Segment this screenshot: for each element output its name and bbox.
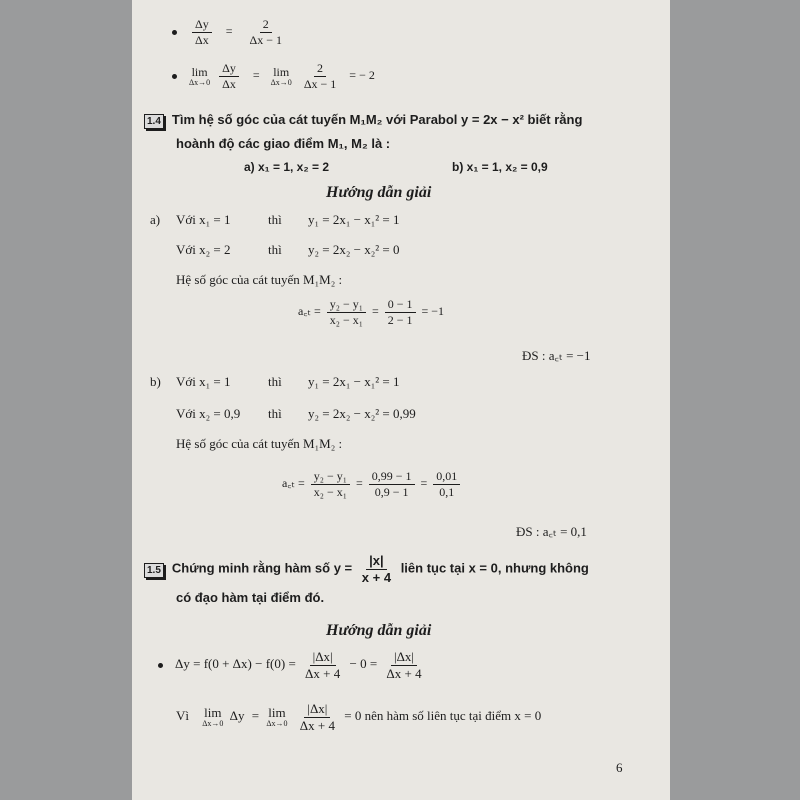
formula-delta-ratio: $\frac{\Delta y}{\Delta x}$ = $\frac{2}{\Delta x - 1}$ [172,18,288,46]
option-a: a) x₁ = 1, x₂ = 2 [244,160,330,174]
exercise-1-5-line1: 1.5 Chứng minh rằng hàm số y = $\frac{|x|}{x + 4}$ liên tục tại x = 0, nhưng không [144,554,589,584]
exercise-1-5-line2: có đạo hàm tại điểm đó. [176,590,325,605]
book-page: $\frac{\Delta y}{\Delta x}$ = $\frac{2}{\Delta x - 1}$ lim Δx→0 $\frac{\Delta y}{\Delta x}$ = lim Δx→0 $\frac{2}{\Delta x - 1}$ = − 2 1.4 Tìm hệ số góc của cát tuyến M₁M₂ với Parabol y = 2x − x² biết rằng hoành độ các giao điểm M₁, M₂ là : a) x₁ = 1, x₂ = 2 b) x₁ = 1, x₂ = 0,9 Hướng dẫn giải a) Với x₁ = 1 thì y₁ = 2x₁ − x₁² = 1 Với x₂ = 2 thì y₂ = 2x₂ − x₂² = 0 Hệ số góc của cát tuyến M₁M₂ : a꜀ₜ = $\frac{\text{y₂ − y₁}}{\text{x₂ − x₁}}$ = $\frac{0 - 1}{2 - 1}$ = −1 ĐS : a꜀ₜ = −1 b) Với x₁ = 1 thì y₁ = 2x₁ − x₁² = 1 Với x₂ = 0,9 thì y₂ = 2x₂ − x₂² = 0,99 Hệ số góc của cát tuyến M₁M₂ : a꜀ₜ = $\frac{\text{y₂ − y₁}}{\text{x₂ − x₁}}$ = $\frac{0,99 - 1}{0,9 - 1}$ = $\frac{0,01}{0,1}$ ĐS : a꜀ₜ = 0,1 1.5 Chứng minh rằng hàm số y = $\frac{|x|}{x + 4}$ liên tục tại x = 0, nhưng không có đạo hàm tại điểm đó. Hướng dẫn giải Δy = f(0 + Δx) − f(0) = $\frac{|\Delta x|}{\Delta x + 4}$ − 0 = $\frac{|\Delta x|}{\Delta x + 4}$ Vì lim Δx→0 Δy = lim Δx→0 $\frac{|\Delta x|}{\Delta x + 4}$ = 0 nên hàm số liên tục tại điểm x = 0 6 [132,0,670,800]
exercise-badge: 1.5 [144,563,164,578]
bullet [158,663,163,668]
bullet [172,74,177,79]
slope-formula-b: a꜀ₜ = $\frac{\text{y₂ − y₁}}{\text{x₂ − x₁}}$ = $\frac{0,99 - 1}{0,9 - 1}$ = $\frac{0,01}{0,1}$ [282,470,463,498]
delta-y-formula: Δy = f(0 + Δx) − f(0) = $\frac{|\Delta x|}{\Delta x + 4}$ − 0 = $\frac{|\Delta x|}{\Delta x + 4}$ [158,650,428,680]
slope-title-a: Hệ số góc của cát tuyến M₁M₂ : [176,272,343,287]
formula-limit: lim Δx→0 $\frac{\Delta y}{\Delta x}$ = lim Δx→0 $\frac{2}{\Delta x - 1}$ = − 2 [172,62,375,90]
slope-formula-a: a꜀ₜ = $\frac{\text{y₂ − y₁}}{\text{x₂ − x₁}}$ = $\frac{0 - 1}{2 - 1}$ = −1 [298,297,445,327]
exercise-badge: 1.4 [144,114,164,129]
slope-title-b: Hệ số góc của cát tuyến M₁M₂ : [176,436,343,451]
answer-b: ĐS : a꜀ₜ = 0,1 [516,524,587,539]
bullet [172,30,177,35]
part-a-label: a) [150,212,161,227]
exercise-1-4-line1: 1.4 Tìm hệ số góc của cát tuyến M₁M₂ với Parabol y = 2x − x² biết rằng [144,112,582,129]
page-number: 6 [616,760,623,775]
continuity-statement: Vì lim Δx→0 Δy = lim Δx→0 $\frac{|\Delta x|}{\Delta x + 4}$ = 0 nên hàm số liên tục tại điểm x = 0 [176,701,542,733]
section-heading: Hướng dẫn giải [326,184,432,201]
exercise-1-4-line2: hoành độ các giao điểm M₁, M₂ là : [176,136,391,151]
option-b: b) x₁ = 1, x₂ = 0,9 [452,160,548,174]
section-heading: Hướng dẫn giải [326,622,432,639]
part-b-label: b) [150,374,161,389]
answer-a: ĐS : a꜀ₜ = −1 [522,348,591,363]
